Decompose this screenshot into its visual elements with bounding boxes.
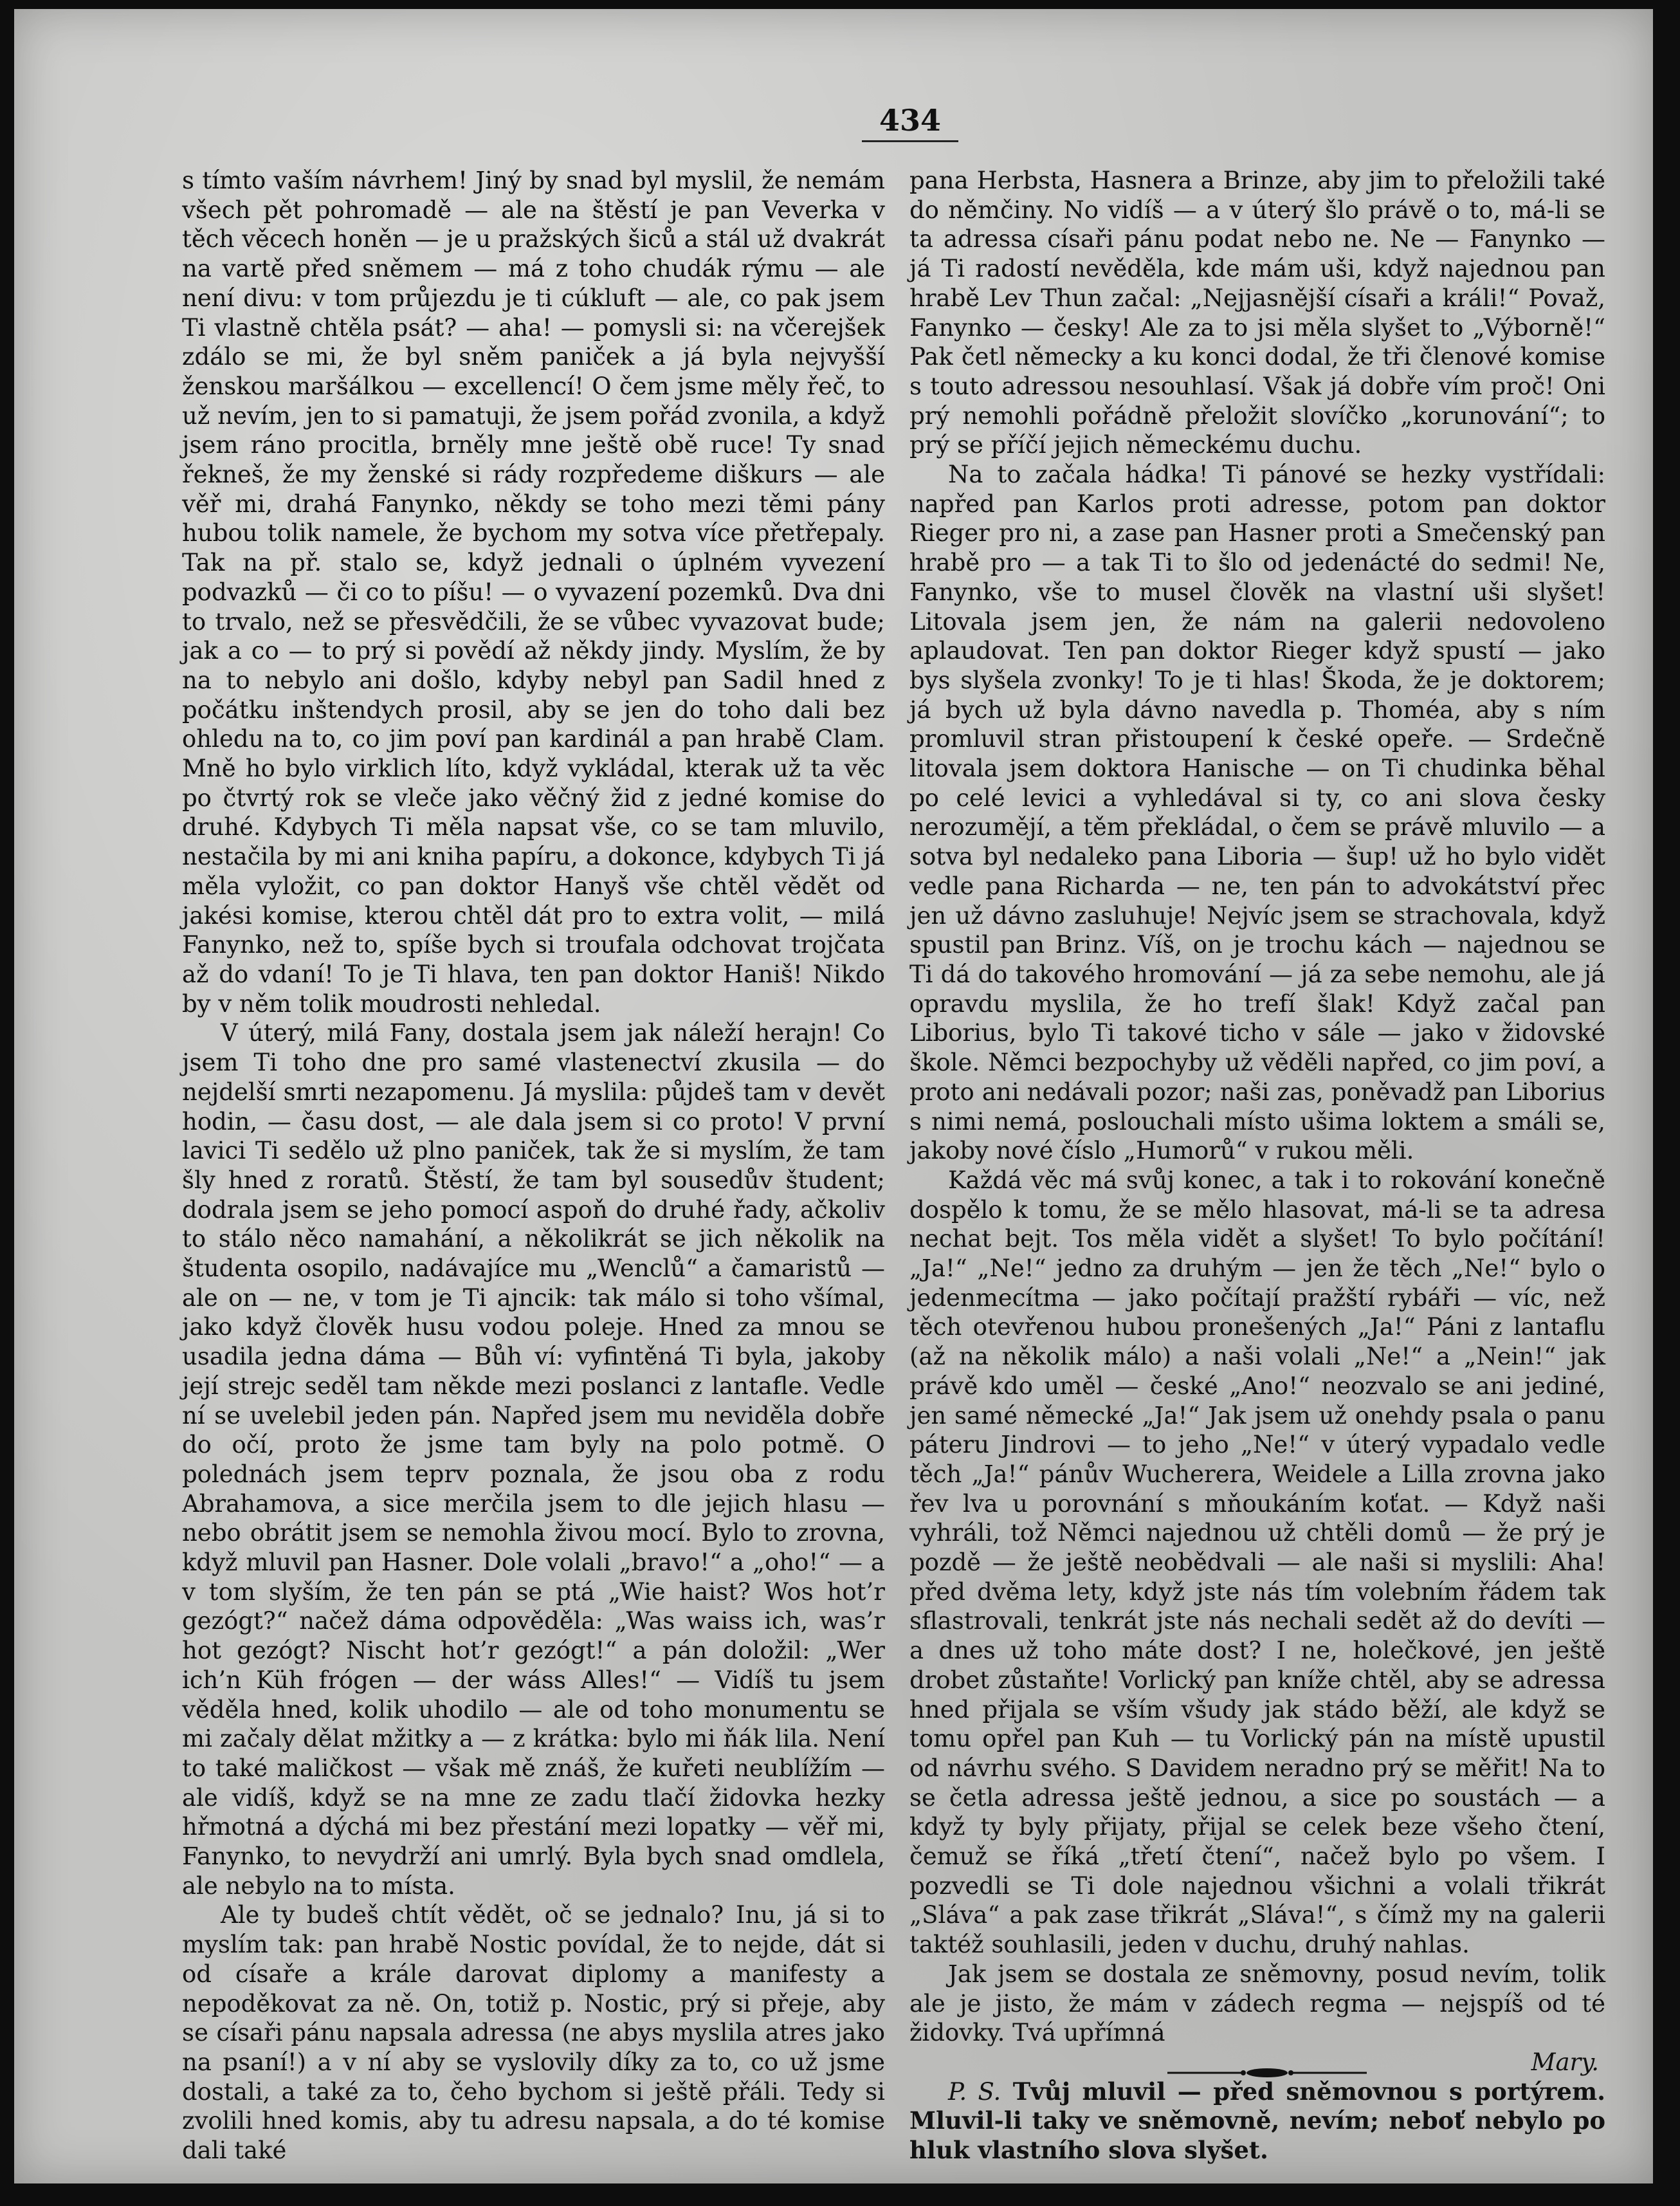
decorative-rule-ornament	[1167, 2066, 1367, 2079]
signature: Mary.	[1531, 2048, 1599, 2076]
paragraph: V úterý, milá Fany, dostala jsem jak náleží herajn! Co jsem Ti toho dne pro samé vlastenectví zkusila — do nejdelší smrti nezapomenu. Já myslila: půjdeš tam v devět hodin, — času dost, — ale dala jsem si co proto! V první lavici Ti sedělo už plno paniček, tak že si myslím, že tam šly hned z roratů. Štěstí, že tam byl sousedův študent; dodrala jsem se jeho pomocí aspoň do druhé řady, ačkoliv to stálo něco namahání, a několikrát se jich několik na študenta osopilo, nadávajíce mu „Wenclů“ a čamaristů — ale on — ne, v tom je Ti ajncik: tak málo si toho všímal, jako když člověk husu vodou poleje. Hned za mnou se usadila jedna dáma — Bůh ví: vyfintěná Ti byla, jakoby její strejc seděl tam někde mezi poslanci z lantafle. Vedle ní se uvelebil jeden pán. Napřed jsem mu neviděla dobře do očí, proto že jsme tam byly na polo potmě. O polednách jsem teprv poznala, že jsou oba z rodu Abrahamova, a sice merčila jsem to dle jejich hlasu — nebo obrátit jsem se nemohla živou mocí. Bylo to zrovna, když mluvil pan Hasner. Dole volali „bravo!“ a „oho!“ — a v tom slyším, že ten pán se ptá „Wie haist? Wos hot’r gezógt?“ načež dáma odpověděla: „Was waiss ich, was’r hot gezógt? Nischt hot’r gezógt!“ a pán doložil: „Wer ich’n Küh frógen — der wáss Alles!“ — Vidíš tu jsem věděla hned, kolik uhodilo — ale od toho monumentu se mi začaly dělat mžitky a — z krátka: bylo mi ňák lila. Není to také maličkost — však mě znáš, že kuřeti neublížím — ale vidíš, když se na mne ze zadu tlačí židovka hezky hřmotná a dýchá mi bez přestání mezi lopatky — věř mi, Fanynko, to nevydrží ani umrlý. Byla bych snad omdlela, ale nebylo na to místa.	[182, 1019, 885, 1900]
postscript-mark: P. S.	[948, 2077, 1001, 2106]
postscript-text: Tvůj mluvil — před sněmovnou s portýrem. Mluvil-li taky ve sněmovně, nevím; neboť nebylo po hluk vlastního slova slyšet.	[909, 2077, 1605, 2165]
right-column	[909, 166, 1605, 2165]
paragraph: Ale ty budeš chtít vědět, oč se jednalo? Inu, já si to myslím tak: pan hrabě Nostic povídal, že to nejde, dát si od císaře a krále darovat diplomy a manifesty a nepoděkovat za ně. On, totiž p. Nostic, prý si přeje, aby se císaři pánu napsala adressa (ne abys myslila atres jako na psaní!) a v ní aby se vyslovily díky za to, co už jsme dostali, a také za to, čeho bychom si ještě přáli. Tedy si zvolili hned komis, aby tu adresu napsala, a do té komise dali také	[182, 1901, 885, 2165]
page-number-rule	[862, 140, 958, 142]
paragraph: Každá věc má svůj konec, a tak i to rokování konečně dospělo k tomu, že se mělo hlasovat, má-li se ta adresa nechat bejt. Tos měla vidět a slyšet! To bylo počítání! „Ja!“ „Ne!“ jedno za druhým — jen že těch „Ne!“ bylo o jedenmecítma — jako počítají pražští rybáři — víc, než těch otevřenou hubou pronešených „Ja!“ Páni z lantaflu (až na několik málo) a naši volali „Ne!“ a „Nein!“ jak právě kdo uměl — české „Ano!“ neozvalo se ani jediné, jen samé německé „Ja!“ Jak jsem už onehdy psala o panu páteru Jindrovi — to jeho „Ne!“ v úterý vypadalo vedle těch „Ja!“ pánův Wucherera, Weidele a Lilla zrovna jako řev lva u porovnání s mňoukáním koťat. — Když naši vyhráli, tož Němci najednou už chtěli domů — že prý je pozdě — že ještě neobědvali — ale naši si myslili: Aha! před dvěma lety, když jste nás tím volebním řádem tak sflastrovali, tenkrát jste nás nechali sedět až do devíti — a dnes už toho máte dost? I ne, holečkové, jen ještě drobet zůstaňte! Vorlický pan kníže chtěl, aby se adressa hned přijala se vším všudy jak stádo běží, ale když se tomu opřel pan Kuh — tu Vorlický pán na místě upustil od návrhu svého. S Davidem neradno prý se měřit! Na to se četla adressa ještě jednou, a sice po soustách — a když ty byly přijaty, přijal se celek beze všeho čtení, čemuž se říká „třetí čtení“, načež bylo po všem. I pozvedli se Ti dole najednou všichni a volali třikrát „Sláva“ a pak zase třikrát „Sláva!“, s čímž my na galerii taktéž souhlasili, jeden v duchu, druhý nahlas.	[909, 1166, 1605, 1959]
postscript	[909, 2077, 1605, 2165]
left-column	[182, 166, 885, 2165]
paragraph: pana Herbsta, Hasnera a Brinze, aby jim to přeložili také do němčiny. No vidíš — a v úterý šlo právě o to, má-li se ta adressa císaři pánu podat nebo ne. Ne — Fanynko — já Ti radostí nevěděla, kde mám uši, když najednou pan hrabě Lev Thun začal: „Nejjasnější císaři a králi!“ Považ, Fanynko — česky! Ale za to jsi měla slyšet to „Výborně!“ Pak četl německy a ku konci dodal, že tři členové komise s touto adressou nesouhlasí. Však já dobře vím proč! Oni prý nemohli pořádně přeložit slovíčko „korunování“; to prý se příčí jejich německému duchu.	[909, 167, 1605, 459]
paragraph: s tímto vaším návrhem! Jiný by snad byl myslil, že nemám všech pět pohromadě — ale na štěstí je pan Veverka v těch věcech honěn — je u pražských šiců a stál už dvakrát na vartě před sněmem — má z toho chudák rýmu — ale není divu: v tom průjezdu je ti cúkluft — ale, co pak jsem Ti vlastně chtěla psát? — aha! — pomysli si: na včerejšek zdálo se mi, že byl sněm paniček a já byla nejvyšší ženskou maršálkou — excellencí! O čem jsme měly řeč, to už nevím, jen to si pamatuji, že jsem pořád zvonila, a když jsem ráno procitla, brněly mne ještě obě ruce! Ty snad řekneš, že my ženské si rády rozpředeme diškurs — ale věř mi, drahá Fanynko, někdy se toho mezi těmi pány hubou tolik namele, že bychom my sotva více přetřepaly. Tak na př. stalo se, když jednali o úplném vyvezení podvazků — či co to píšu! — o vyvazení pozemků. Dva dni to trvalo, než se přesvědčili, že se vůbec vyvazovat bude; jak a co — to prý si povědí až někdy jindy. Myslím, že by na to nebylo ani došlo, kdyby nebyl pan Sadil hned z počátku inštendych prosil, aby se jen do toho dali bez ohledu na to, co jim poví pan kardinál a pan hrabě Clam. Mně ho bylo virklich líto, když vykládal, kterak už ta věc po čtvrtý rok se vleče jako věčný žid z jedné komise do druhé. Kdybych Ti měla napsat vše, co se tam mluvilo, nestačila by mi ani kniha papíru, a dokonce, kdybych Ti já měla vyložit, co pan doktor Hanyš vše chtěl vědět od jakési komise, kterou chtěl dát pro to extra volit, — milá Fanynko, než to, spíše bych si troufala odchovat trojčata až do vdaní! To je Ti hlava, ten pan doktor Haniš! Nikdo by v něm tolik moudrosti nehledal.	[182, 167, 885, 1018]
paragraph: Jak jsem se dostala ze sněmovny, posud nevím, tolik ale je jisto, že mám v zádech regma — nejspíš od té židovky. Tvá upřímná	[909, 1960, 1605, 2047]
page-number: 434	[879, 103, 942, 138]
paragraph: Na to začala hádka! Ti pánové se hezky vystřídali: napřed pan Karlos proti adresse, potom pan doktor Rieger pro ni, a zase pan Hasner proti a Smečenský pan hrabě pro — a tak Ti to šlo od jedenácté do sedmi! Ne, Fanynko, vše to musel člověk na vlastní uši slyšet! Litovala jsem jen, že nám na galerii nedovoleno aplaudovat. Ten pan doktor Rieger když spustí — jako bys slyšela zvonky! To je ti hlas! Škoda, že je doktorem; já bych už byla dávno navedla p. Thoméa, aby s ním promluvil stran přistoupení k české opeře. — Srdečně litovala jsem doktora Hanische — on Ti chudinka běhal po celé levici a vyhledával si ty, co ani slova česky nerozumějí, a těm překládal, o čem se právě mluvilo — a sotva byl nedaleko pana Liboria — šup! už ho bylo vidět vedle pana Richarda — ne, ten pán to advokátství přec jen už dávno zasluhuje! Nejvíc jsem se strachovala, když spustil pan Brinz. Víš, on je trochu kách — najednou se Ti dá do takového hromování — já za sebe nemohu, ale já opravdu myslila, že ho trefí šlak! Když začal pan Liborius, bylo Ti takové ticho v sále — jako v židovské škole. Němci bezpochyby už věděli napřed, co jim poví, a proto ani nedávali pozor; naši zas, poněvadž pan Liborius s nimi nemá, poslouchali místo ušima loktem a smáli se, jakoby nové číslo „Humorů“ v rukou měli.	[909, 461, 1605, 1165]
